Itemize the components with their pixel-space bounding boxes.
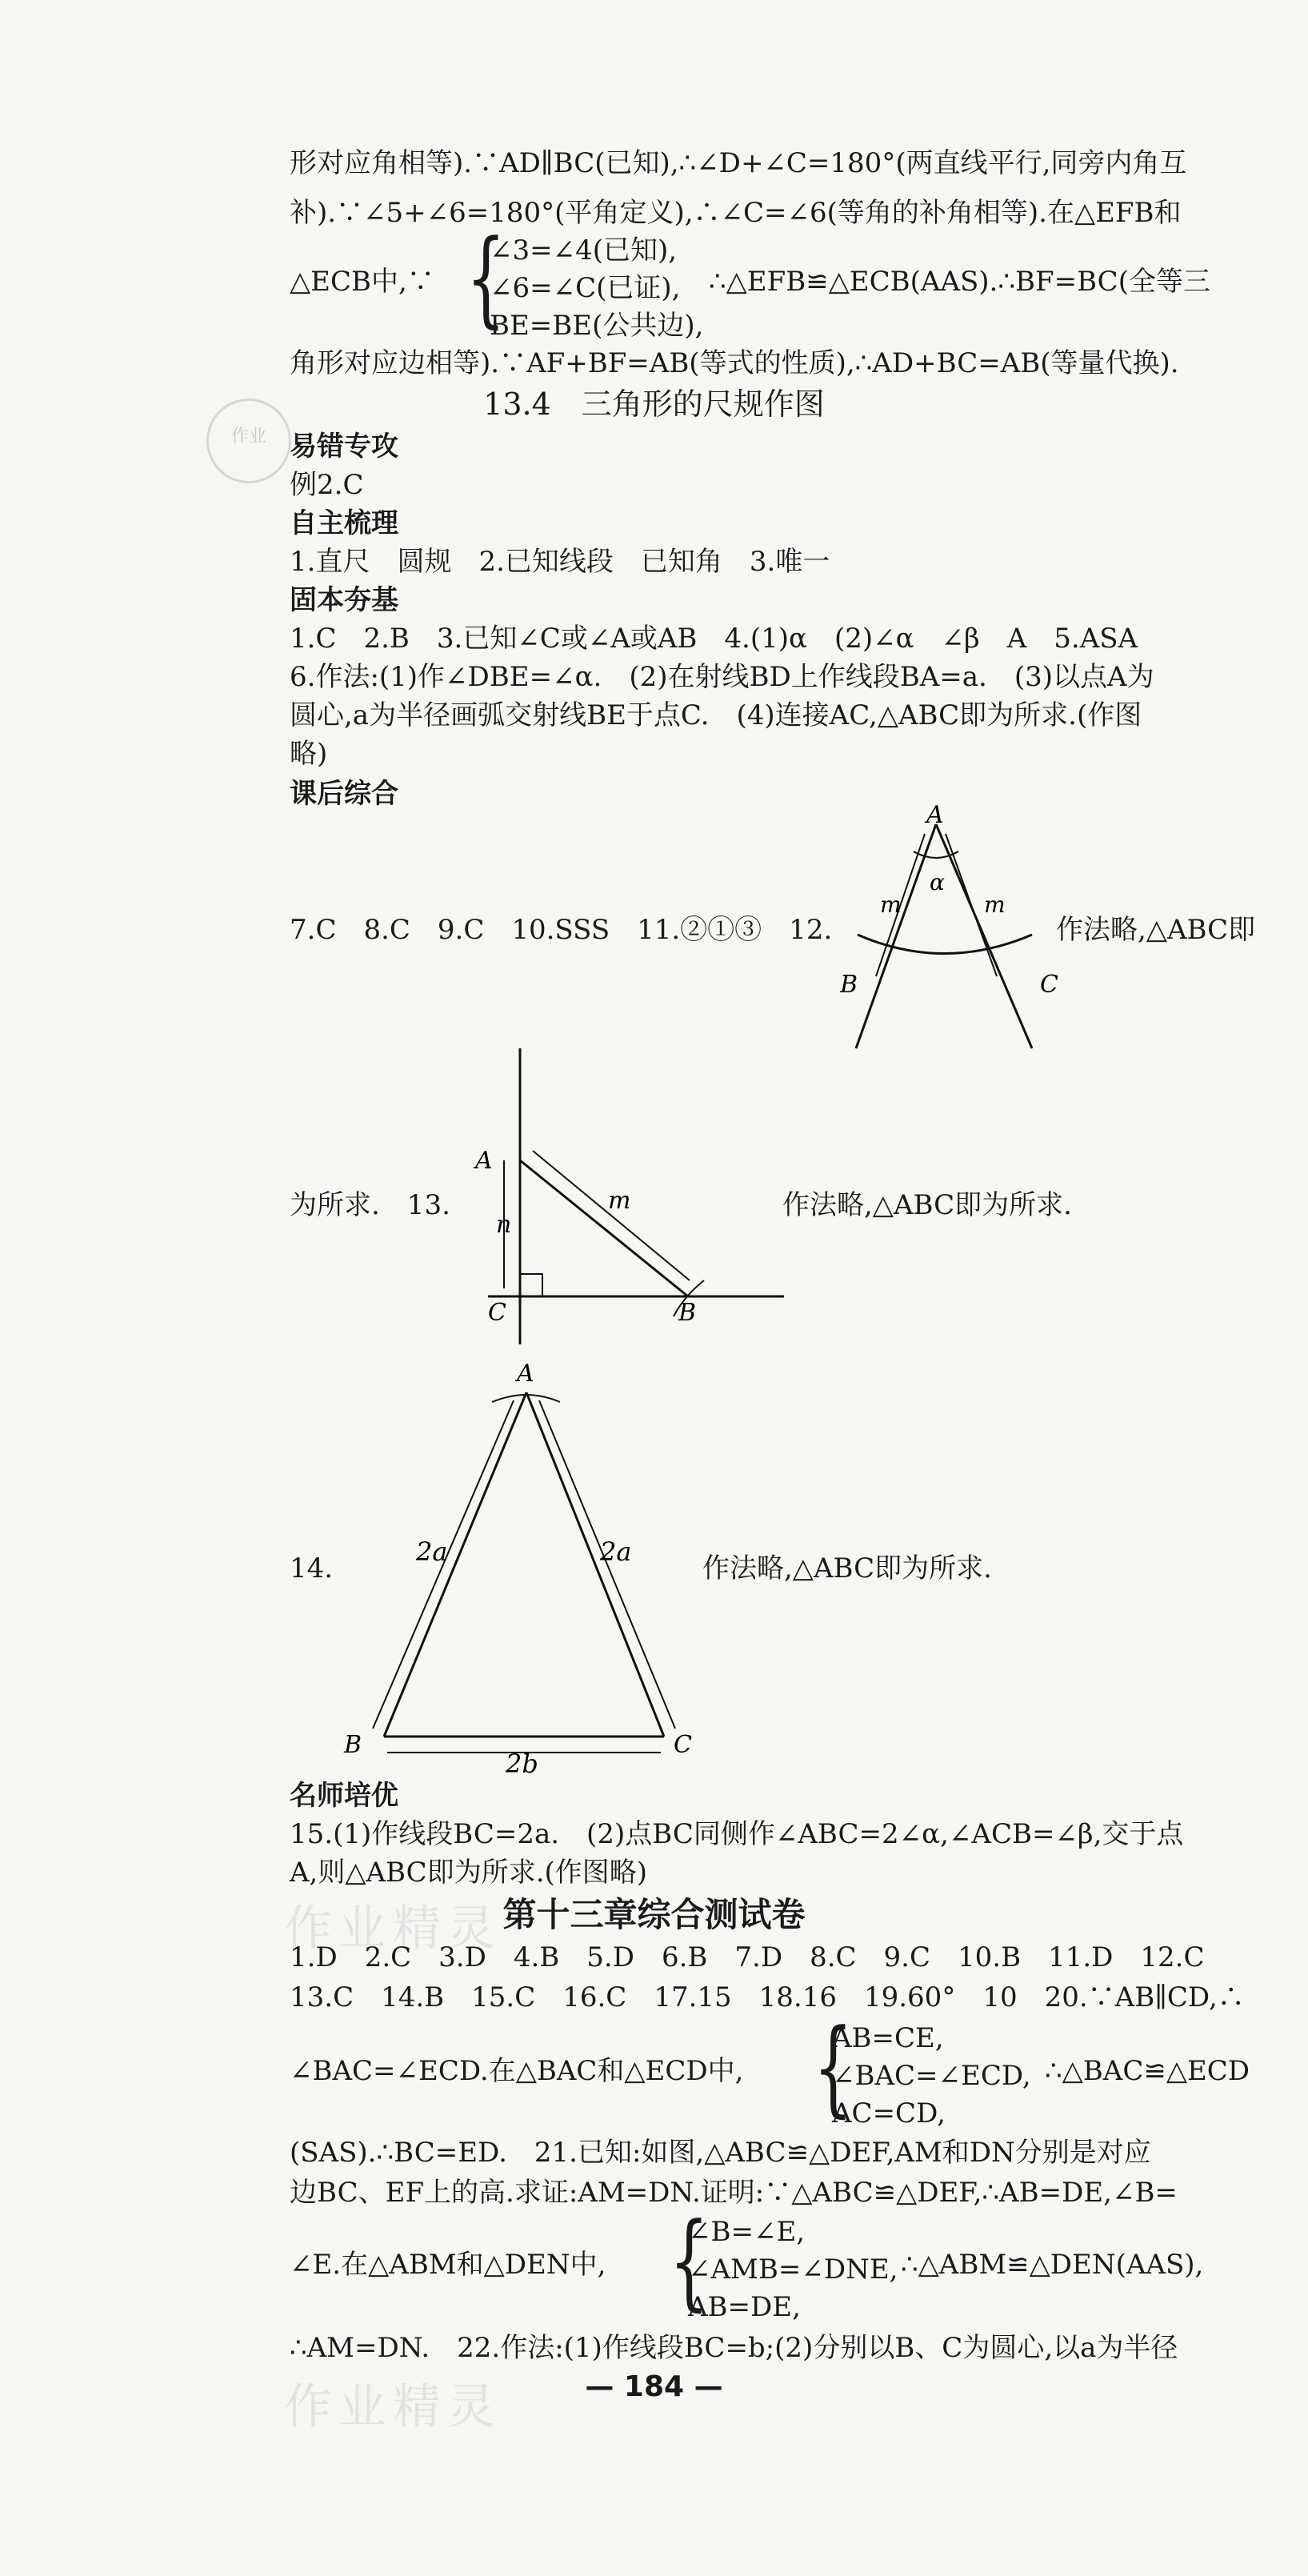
- system-line: BE=BE(公共边),: [490, 310, 704, 342]
- text-line: 6.作法:(1)作∠DBE=∠α. (2)在射线BD上作线段BA=a. (3)以点A为: [290, 661, 1154, 693]
- brace: {: [466, 217, 506, 339]
- text-line: ∠BAC=∠ECD.在△BAC和△ECD中,: [290, 2055, 744, 2087]
- label-a: A: [517, 1360, 534, 1388]
- system-line: ∠AMB=∠DNE,: [688, 2253, 898, 2286]
- system-line: AB=CE,: [832, 2022, 944, 2054]
- equation-system: [490, 232, 703, 345]
- brace: {: [813, 2006, 854, 2128]
- figure-12: [840, 800, 1080, 1056]
- label-c: C: [1040, 971, 1058, 999]
- text-line: ∠E.在△ABM和△DEN中,: [290, 2249, 606, 2281]
- dim-m: [533, 1151, 690, 1280]
- label-a: A: [926, 801, 944, 829]
- label-b: B: [344, 1731, 362, 1759]
- text-line: 角形对应边相等).∵AF+BF=AB(等式的性质),∴AD+BC=AB(等量代换).: [290, 347, 1179, 379]
- text-line: ∴AM=DN. 22.作法:(1)作线段BC=b;(2)分别以B、C为圆心,以a为半径: [290, 2332, 1178, 2364]
- stamp-text: 作业: [230, 427, 266, 447]
- label-a: A: [475, 1147, 493, 1175]
- text-line: 作法略,△ABC即: [1056, 914, 1256, 946]
- ray-ab: [856, 824, 936, 1048]
- text-line: 1.D 2.C 3.D 4.B 5.D 6.B 7.D 8.C 9.C 10.B 11.D 12.C: [290, 1941, 1205, 1973]
- text-line: ∴△BAC≌△ECD: [1045, 2055, 1250, 2087]
- text-line: 略): [290, 738, 328, 770]
- text-line: 形对应角相等).∵AD∥BC(已知),∴∠D+∠C=180°(两直线平行,同旁内角互: [290, 147, 1187, 179]
- equation-system: [688, 2213, 898, 2326]
- text-line: 作法略,△ABC即为所求.: [782, 1189, 1072, 1221]
- brace: {: [669, 2200, 710, 2322]
- text-line: 作法略,△ABC即为所求.: [702, 1552, 992, 1584]
- heading-zizhu: 自主梳理: [290, 507, 398, 539]
- text-line: 圆心,a为半径画弧交射线BE于点C. (4)连接AC,△ABC即为所求.(作图: [290, 699, 1142, 731]
- text-line: 14.: [290, 1552, 334, 1584]
- heading-mingshi: 名师培优: [290, 1780, 398, 1812]
- segment-ab: [520, 1160, 688, 1296]
- system-line: ∠3=∠4(已知),: [490, 234, 678, 266]
- label-m: m: [984, 891, 1006, 918]
- label-m: m: [608, 1187, 631, 1215]
- label-2b: 2b: [506, 1749, 538, 1779]
- label-b: B: [678, 1299, 697, 1327]
- label-m: m: [880, 891, 902, 918]
- text-line: 15.(1)作线段BC=2a. (2)点BC同侧作∠ABC=2∠α,∠ACB=∠β,交于点: [290, 1818, 1184, 1850]
- system-line: ∠BAC=∠ECD,: [832, 2060, 1031, 2092]
- system-line: AB=DE,: [688, 2291, 801, 2323]
- label-b: B: [840, 971, 858, 999]
- label-2a: 2a: [600, 1536, 632, 1567]
- side-ac: [526, 1392, 664, 1737]
- text-line: A,则△ABC即为所求.(作图略): [290, 1857, 648, 1889]
- right-angle-mark: [520, 1274, 542, 1296]
- ray-ac: [936, 824, 1032, 1048]
- text-line: 例2.C: [290, 469, 364, 501]
- text-line: 1.C 2.B 3.已知∠C或∠A或AB 4.(1)α (2)∠α ∠β A 5.ASA: [290, 623, 1138, 655]
- label-c: C: [488, 1299, 506, 1327]
- text-line: 13.C 14.B 15.C 16.C 17.15 18.16 19.60° 10 20.∵AB∥CD,∴: [290, 1981, 1245, 2013]
- text-line: ∴△EFB≌△ECB(AAS).∴BF=BC(全等三: [709, 266, 1210, 298]
- watermark: 作业精灵: [284, 2379, 502, 2435]
- text-line: 7.C 8.C 9.C 10.SSS 11.②①③ 12.: [290, 914, 833, 946]
- figure-13: [464, 1048, 800, 1352]
- text-line: (SAS).∴BC=ED. 21.已知:如图,△ABC≌△DEF,AM和DN分别是对应: [290, 2137, 1151, 2169]
- arc: [858, 935, 1032, 954]
- text-line: 补).∵∠5+∠6=180°(平角定义),∴∠C=∠6(等角的补角相等).在△EFB和: [290, 197, 1182, 229]
- system-line: AC=CD,: [832, 2097, 946, 2129]
- text-line: 为所求. 13.: [290, 1189, 450, 1221]
- heading-yicuo: 易错专攻: [290, 431, 398, 463]
- system-line: ∠B=∠E,: [688, 2216, 806, 2248]
- label-c: C: [674, 1731, 692, 1759]
- watermark: 作业精灵: [284, 1901, 502, 1957]
- heading-guben: 固本夯基: [290, 584, 398, 616]
- system-line: ∠6=∠C(已证),: [490, 272, 681, 304]
- test-title: 第十三章综合测试卷: [502, 1895, 806, 1934]
- text-line: 边BC、EF上的高.求证:AM=DN.证明:∵△ABC≌△DEF,∴AB=DE,∠B=: [290, 2177, 1178, 2209]
- figure-14: [328, 1352, 712, 1785]
- side-ab: [384, 1392, 526, 1737]
- equation-system: [832, 2020, 1031, 2133]
- text-line: 1.直尺 圆规 2.已知线段 已知角 3.唯一: [290, 546, 830, 578]
- heading-kehou: 课后综合: [290, 778, 398, 810]
- page-number: — 184 —: [585, 2370, 723, 2403]
- label-n: n: [496, 1211, 512, 1239]
- text-line: ∴△ABM≌△DEN(AAS),: [901, 2249, 1204, 2281]
- section-title: 13.4 三角形的尺规作图: [483, 387, 825, 422]
- stamp-logo: [206, 399, 291, 483]
- label-2a: 2a: [416, 1536, 448, 1567]
- label-alpha: α: [930, 869, 945, 895]
- text-line: △ECB中,∵: [290, 266, 434, 298]
